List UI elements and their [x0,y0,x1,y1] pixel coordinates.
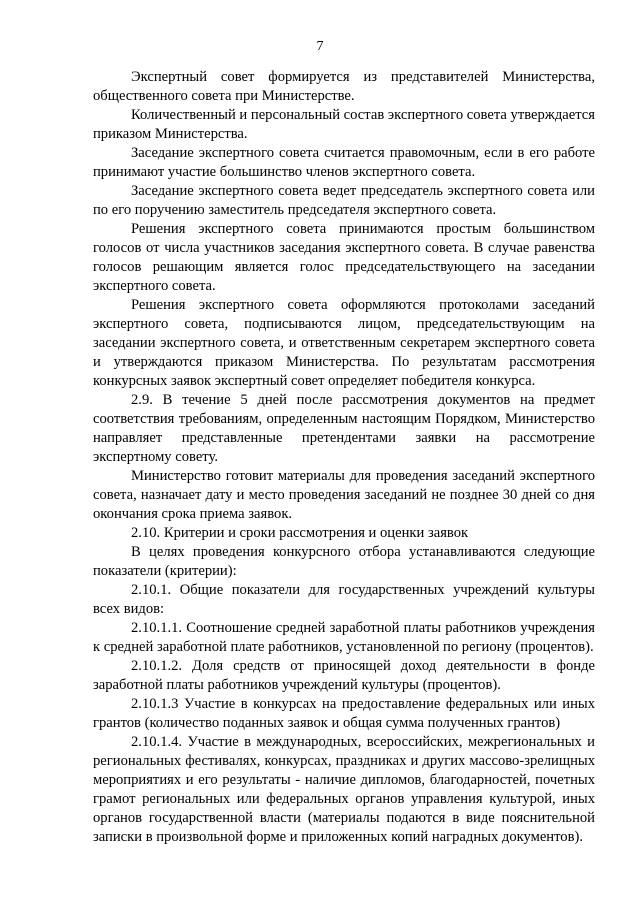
paragraph-section-2-10-1-2: 2.10.1.2. Доля средств от приносящей доход деятельности в фонде заработной платы работников учреждений культуры (процентов). [93,658,595,693]
paragraph-quorum: Заседание экспертного совета считается правомочным, если в его работе принимают участие большинство членов экспертного совета. [93,145,595,180]
document-body [93,68,595,847]
paragraph-chairman: Заседание экспертного совета ведет председатель экспертного совета или по его поручению заместитель председателя экспертного совета. [93,183,595,218]
paragraph-decisions-voting: Решения экспертного совета принимаются простым большинством голосов от числа участников заседания экспертного совета. В случае равенства голосов решающим является голос председательствующего на заседании экспертного совета. [93,221,595,294]
paragraph-council-composition: Количественный и персональный состав экспертного совета утверждается приказом Министерства. [93,107,595,142]
paragraph-section-2-10-1-1: 2.10.1.1. Соотношение средней заработной платы работников учреждения к средней заработной плате работников, установленной по региону (процентов). [93,620,595,655]
paragraph-section-2-10-1-3: 2.10.1.3 Участие в конкурсах на предоставление федеральных или иных грантов (количество поданных заявок и общая сумма полученных грантов) [93,696,595,731]
paragraph-criteria-intro: В целях проведения конкурсного отбора устанавливаются следующие показатели (критерии): [93,544,595,579]
paragraph-section-2-9: 2.9. В течение 5 дней после рассмотрения документов на предмет соответствия требованиям, определенным настоящим Порядком, Министерство направляет представленные претендентами заявки на рассмотрение экспертному совету. [93,392,595,465]
paragraph-section-2-10: 2.10. Критерии и сроки рассмотрения и оценки заявок [131,525,469,541]
paragraph-ministry-preparation: Министерство готовит материалы для проведения заседаний экспертного совета, назначает дату и место проведения заседаний не позднее 30 дней со дня окончания срока приема заявок. [93,468,595,522]
page-number: 7 [316,39,324,54]
paragraph-expert-council-formation: Экспертный совет формируется из представителей Министерства, общественного совета при Министерстве. [93,69,595,104]
paragraph-section-2-10-1: 2.10.1. Общие показатели для государственных учреждений культуры всех видов: [93,582,595,617]
paragraph-decisions-protocols: Решения экспертного совета оформляются протоколами заседаний экспертного совета, подписываются лицом, председательствующим на заседании экспертного совета, и ответственным секретарем экспертного совета и утверждаются приказом Министерства. По результатам рассмотрения конкурсных заявок экспертный совет определяет победителя конкурса. [93,297,595,389]
paragraph-section-2-10-1-4: 2.10.1.4. Участие в международных, всероссийских, межрегиональных и региональных фестивалях, конкурсах, праздниках и других массово-зрелищных мероприятиях и его результаты - наличие дипломов, благодарностей, почетных грамот региональных или федеральных органов управления культурой, иных органов государственной власти (материалы подаются в виде пояснительной записки в произвольной форме и приложенных копий наградных документов). [93,734,595,845]
